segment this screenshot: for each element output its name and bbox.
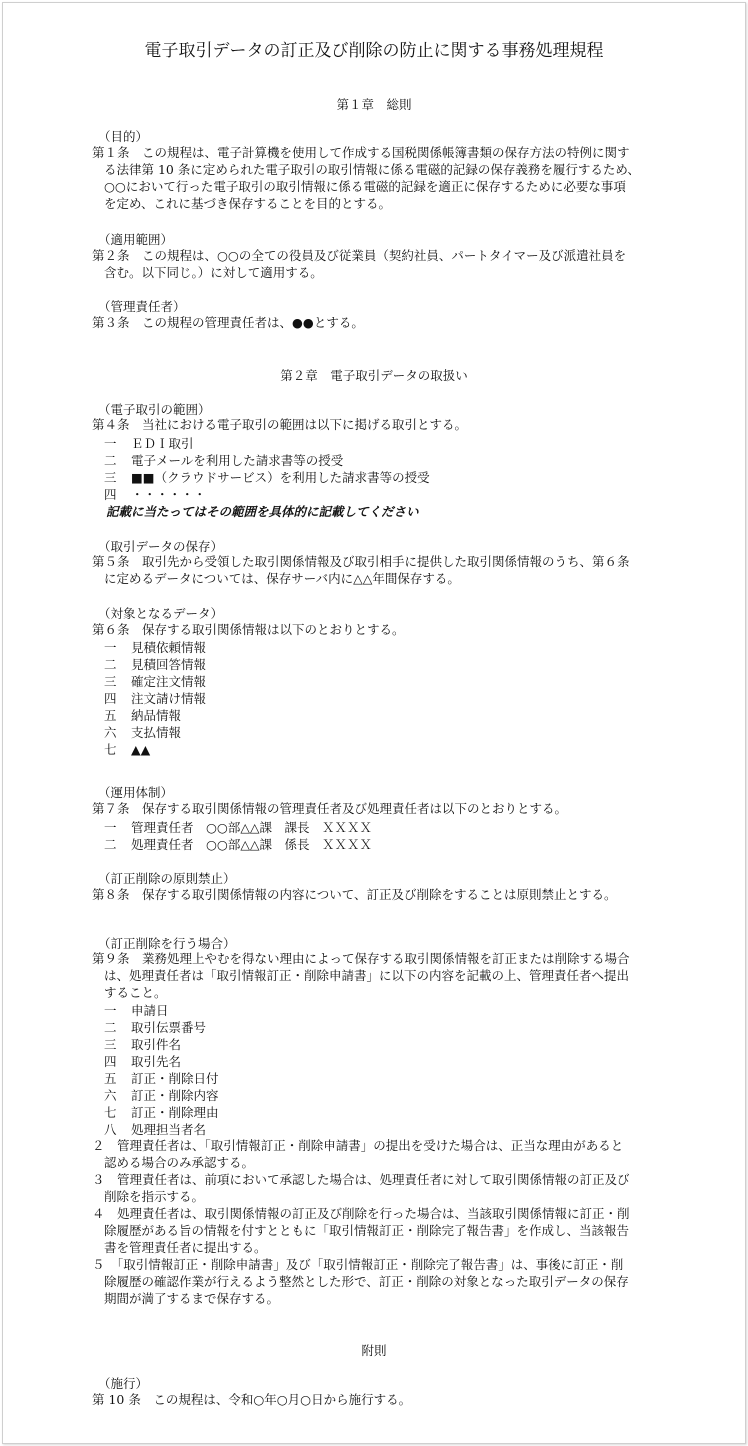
article-1-line: 第１条 この規程は、電子計算機を使用して作成する国税関係帳簿書類の保存方法の特例に関す: [92, 145, 630, 160]
list-item: 三 ■■（クラウドサービス）を利用した請求書等の授受: [104, 470, 430, 485]
paragraph-5-line: 除履歴の確認作業が行えるよう整然とした形で、訂正・削除の対象となった取引データの保存: [104, 1274, 629, 1289]
article-8-heading: （訂正削除の原則禁止）: [98, 871, 236, 886]
list-item: 一 申請日: [104, 1003, 169, 1018]
list-item: 七 訂正・削除理由: [104, 1105, 219, 1120]
article-9-line: 第９条 業務処理上やむを得ない理由によって保存する取引関係情報を訂正または削除する場合: [92, 951, 630, 966]
article-5-line: 第５条 取引先から受領した取引関係情報及び取引相手に提供した取引関係情報のうち、第６条: [92, 554, 630, 569]
article-1-heading: （目的）: [98, 129, 149, 144]
list-item: 四 取引先名: [104, 1054, 182, 1069]
article-6-line: 第６条 保存する取引関係情報は以下のとおりとする。: [92, 622, 405, 637]
chapter-2-title: 第２章 電子取引データの取扱い: [280, 368, 468, 383]
article-10-line: 第 10 条 この規程は、令和○年○月○日から施行する。: [92, 1392, 412, 1407]
article-6-heading: （対象となるデータ）: [98, 606, 224, 621]
list-item: 四 ・・・・・・: [104, 487, 207, 502]
supplementary-title: 附則: [361, 1343, 387, 1358]
paragraph-4-line: 書を管理責任者に提出する。: [104, 1240, 267, 1255]
paragraph-2-line: 認める場合のみ承認する。: [104, 1155, 255, 1170]
list-item: 二 取引伝票番号: [104, 1020, 207, 1035]
article-2-heading: （適用範囲）: [98, 232, 174, 247]
article-8-line: 第８条 保存する取引関係情報の内容について、訂正及び削除をすることは原則禁止とする。: [92, 887, 617, 902]
paragraph-3-line: ３ 管理責任者は、前項において承認した場合は、処理責任者に対して取引関係情報の訂正及び: [92, 1172, 630, 1187]
article-3-line: 第３条 この規程の管理責任者は、●●とする。: [92, 315, 364, 330]
paragraph-5-line: ５ 「取引情報訂正・削除申請書」及び「取引情報訂正・削除完了報告書」は、事後に訂正・削: [92, 1257, 624, 1272]
article-4-line: 第４条 当社における電子取引の範囲は以下に掲げる取引とする。: [92, 417, 468, 432]
paragraph-3-line: 削除を指示する。: [104, 1189, 205, 1204]
list-item: 七 ▲▲: [104, 742, 151, 757]
paragraph-4-line: ４ 処理責任者は、取引関係情報の訂正及び削除を行った場合は、当該取引関係情報に訂正・削: [92, 1206, 630, 1221]
article-3-heading: （管理責任者）: [98, 299, 186, 314]
instruction-note: 記載に当たってはその範囲を具体的に記載してください: [106, 504, 419, 519]
paragraph-5-line: 期間が満了するまで保存する。: [104, 1291, 280, 1306]
document-title: 電子取引データの訂正及び削除の防止に関する事務処理規程: [144, 41, 604, 61]
list-item: 二 見積回答情報: [104, 657, 207, 672]
list-item: 一 見積依頼情報: [104, 640, 207, 655]
chapter-1-title: 第１章 総則: [336, 97, 412, 112]
article-1-line: る法律第 10 条に定められた電子取引の取引情報に係る電磁的記録の保存義務を履行するため、: [104, 162, 640, 177]
article-1-line: を定め、これに基づき保存することを目的とする。: [104, 196, 392, 211]
list-item: 四 注文請け情報: [104, 691, 207, 706]
article-10-heading: （施行）: [98, 1376, 149, 1391]
article-5-heading: （取引データの保存）: [98, 539, 224, 554]
article-9-line: は、処理責任者は「取引情報訂正・削除申請書」に以下の内容を記載の上、管理責任者へ提出: [104, 968, 630, 983]
article-7-line: 第７条 保存する取引関係情報の管理責任者及び処理責任者は以下のとおりとする。: [92, 801, 568, 816]
paragraph-2-line: ２ 管理責任者は、「取引情報訂正・削除申請書」の提出を受けた場合は、正当な理由があると: [92, 1138, 624, 1153]
list-item: 二 電子メールを利用した請求書等の授受: [104, 453, 344, 468]
list-item: 六 訂正・削除内容: [104, 1088, 219, 1103]
list-item: 三 取引件名: [104, 1037, 182, 1052]
list-item: 一 ＥＤＩ取引: [104, 436, 194, 451]
article-9-heading: （訂正削除を行う場合）: [98, 936, 236, 951]
article-4-heading: （電子取引の範囲）: [98, 402, 211, 417]
list-item: 五 訂正・削除日付: [104, 1071, 219, 1086]
list-item: 五 納品情報: [104, 708, 182, 723]
article-2-line: 含む。以下同じ。）に対して適用する。: [104, 265, 323, 280]
list-item: 六 支払情報: [104, 725, 182, 740]
list-item: 二 処理責任者 ○○部△△課 係長 ＸＸＸＸ: [104, 837, 373, 852]
article-5-line: に定めるデータについては、保存サーバ内に△△年間保存する。: [104, 571, 460, 586]
article-9-line: すること。: [104, 985, 167, 1000]
list-item: 一 管理責任者 ○○部△△課 課長 ＸＸＸＸ: [104, 820, 373, 835]
list-item: 八 処理担当者名: [104, 1122, 207, 1137]
article-7-heading: （運用体制）: [98, 785, 174, 800]
list-item: 三 確定注文情報: [104, 674, 207, 689]
article-1-line: ○○において行った電子取引の取引情報に係る電磁的記録を適正に保存するために必要な事項: [104, 179, 626, 194]
paragraph-4-line: 除履歴がある旨の情報を付すとともに「取引情報訂正・削除完了報告書」を作成し、当該報告: [104, 1223, 630, 1238]
article-2-line: 第２条 この規程は、○○の全ての役員及び従業員（契約社員、パートタイマー及び派遣社員を: [92, 248, 627, 263]
